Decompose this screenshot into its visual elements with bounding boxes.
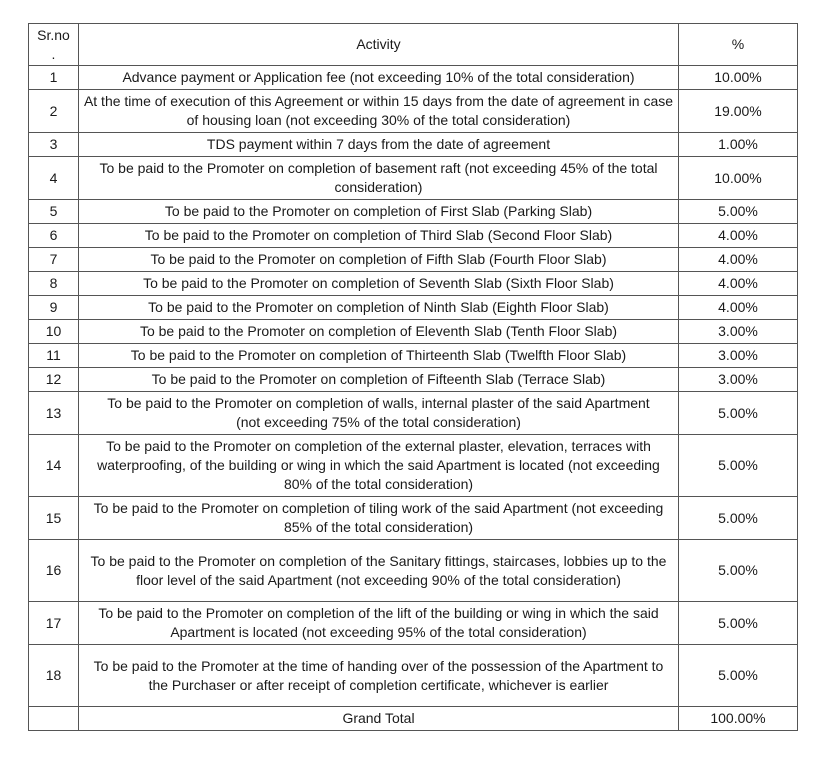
table-row [29,133,798,157]
activity-cell: To be paid to the Promoter on completion of tiling work of the said Apartment (not exceeding 85% of the total consideration) [79,497,679,540]
table-row [29,200,798,224]
activity-cell: To be paid to the Promoter on completion of First Slab (Parking Slab) [79,200,679,224]
sr-no-cell: 12 [29,368,79,392]
activity-cell: To be paid to the Promoter at the time of handing over of the possession of the Apartment to the Purchaser or after receipt of completion certificate, whichever is earlier [79,645,679,707]
percent-cell: 5.00% [679,392,798,435]
sr-no-cell: 9 [29,296,79,320]
activity-cell: To be paid to the Promoter on completion of Eleventh Slab (Tenth Floor Slab) [79,320,679,344]
sr-no-cell: 15 [29,497,79,540]
activity-cell: To be paid to the Promoter on completion of Ninth Slab (Eighth Floor Slab) [79,296,679,320]
table-row [29,224,798,248]
sr-no-cell: 4 [29,157,79,200]
activity-cell: To be paid to the Promoter on completion of Fifteenth Slab (Terrace Slab) [79,368,679,392]
activity-cell: To be paid to the Promoter on completion of basement raft (not exceeding 45% of the total consideration) [79,157,679,200]
sr-no-cell: 3 [29,133,79,157]
percent-cell: 3.00% [679,320,798,344]
header-activity: Activity [79,24,679,66]
header-sr-no: Sr.no . [29,24,79,66]
table-row [29,497,798,540]
percent-cell: 5.00% [679,602,798,645]
percent-cell: 4.00% [679,272,798,296]
percent-cell: 1.00% [679,133,798,157]
percent-cell: 3.00% [679,368,798,392]
percent-cell: 5.00% [679,540,798,602]
percent-cell: 5.00% [679,435,798,497]
table-row [29,296,798,320]
table-row [29,248,798,272]
percent-cell: 10.00% [679,157,798,200]
percent-cell: 5.00% [679,200,798,224]
sr-no-cell: 18 [29,645,79,707]
table-row [29,602,798,645]
table-row [29,540,798,602]
table-row [29,272,798,296]
table-row [29,392,798,435]
table-row [29,66,798,90]
percent-cell: 3.00% [679,344,798,368]
header-percent: % [679,24,798,66]
table-row [29,368,798,392]
table-row [29,157,798,200]
sr-no-cell: 10 [29,320,79,344]
percent-cell: 10.00% [679,66,798,90]
payment-schedule-table [28,23,798,731]
activity-cell: To be paid to the Promoter on completion of walls, internal plaster of the said Apartment (not exceeding 75% of the total consideration) [79,392,679,435]
activity-cell: To be paid to the Promoter on completion of the Sanitary fittings, staircases, lobbies up to the floor level of the said Apartment (not exceeding 90% of the total consideration) [79,540,679,602]
activity-cell: To be paid to the Promoter on completion of Thirteenth Slab (Twelfth Floor Slab) [79,344,679,368]
payment-schedule-page [28,23,797,731]
percent-cell: 19.00% [679,90,798,133]
sr-no-cell: 2 [29,90,79,133]
sr-no-cell: 11 [29,344,79,368]
percent-cell: 4.00% [679,296,798,320]
sr-no-cell: 5 [29,200,79,224]
grand-total-label: Grand Total [79,707,679,731]
grand-total-row [29,707,798,731]
percent-cell: 4.00% [679,248,798,272]
table-row [29,344,798,368]
grand-total-percent: 100.00% [679,707,798,731]
sr-no-cell: 13 [29,392,79,435]
activity-cell: To be paid to the Promoter on completion of the external plaster, elevation, terraces with waterproofing, of the building or wing in which the said Apartment is located (not exceeding 80% of the total consideration) [79,435,679,497]
header-row [29,24,798,66]
percent-cell: 4.00% [679,224,798,248]
sr-no-cell: 7 [29,248,79,272]
table-row [29,90,798,133]
grand-total-empty-cell [29,707,79,731]
table-row [29,645,798,707]
activity-cell: To be paid to the Promoter on completion of the lift of the building or wing in which the said Apartment is located (not exceeding 95% of the total consideration) [79,602,679,645]
activity-cell: To be paid to the Promoter on completion of Third Slab (Second Floor Slab) [79,224,679,248]
sr-no-cell: 16 [29,540,79,602]
sr-no-cell: 14 [29,435,79,497]
activity-cell: Advance payment or Application fee (not exceeding 10% of the total consideration) [79,66,679,90]
table-row [29,435,798,497]
sr-no-cell: 8 [29,272,79,296]
sr-no-cell: 17 [29,602,79,645]
percent-cell: 5.00% [679,645,798,707]
percent-cell: 5.00% [679,497,798,540]
table-row [29,320,798,344]
activity-cell: To be paid to the Promoter on completion of Seventh Slab (Sixth Floor Slab) [79,272,679,296]
sr-no-cell: 1 [29,66,79,90]
activity-cell: At the time of execution of this Agreement or within 15 days from the date of agreement in case of housing loan (not exceeding 30% of the total consideration) [79,90,679,133]
sr-no-cell: 6 [29,224,79,248]
activity-cell: TDS payment within 7 days from the date of agreement [79,133,679,157]
activity-cell: To be paid to the Promoter on completion of Fifth Slab (Fourth Floor Slab) [79,248,679,272]
